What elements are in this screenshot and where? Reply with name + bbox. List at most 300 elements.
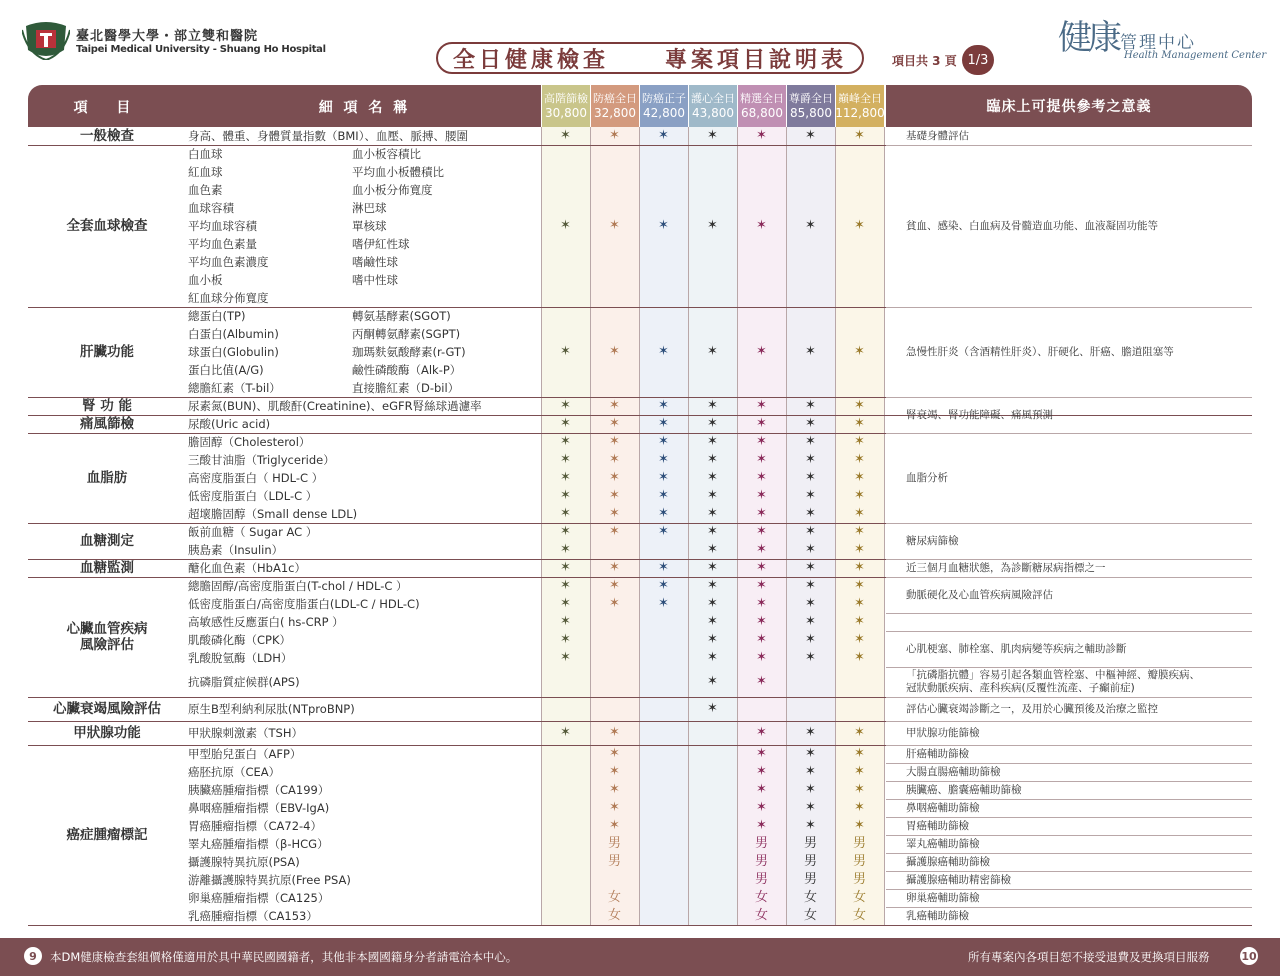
clinical-meaning: 鼻咽癌輔助篩檢: [906, 801, 980, 814]
package-header-0: [542, 85, 590, 127]
included-mark: ✶: [854, 470, 865, 485]
clinical-meaning: 肝癌輔助篩檢: [906, 747, 969, 760]
health-center-logo-big: 健康: [1058, 18, 1118, 58]
included-mark: ✶: [854, 542, 865, 557]
footer-page-left: 9: [24, 947, 42, 965]
detail-item: 鹼性磷酸酶（Alk-P）: [352, 363, 462, 377]
detail-item: 醣化血色素（HbA1c）: [188, 561, 306, 575]
clinical-meaning: 動脈硬化及心血管疾病風險評估: [906, 588, 1053, 601]
female-only-mark: 女: [754, 908, 768, 923]
included-mark: ✶: [756, 782, 767, 797]
included-mark: ✶: [805, 782, 816, 797]
detail-item: 白蛋白(Albumin): [188, 327, 279, 341]
included-mark: ✶: [756, 725, 767, 740]
included-mark: ✶: [854, 560, 865, 575]
package-price: 30,800: [545, 106, 587, 120]
included-mark: ✶: [854, 800, 865, 815]
package-name: 尊爵全日: [789, 92, 833, 105]
included-mark: ✶: [658, 416, 669, 431]
clinical-meaning: 攝護腺癌輔助篩檢: [906, 855, 990, 868]
package-header-1: [591, 85, 639, 127]
included-mark: ✶: [560, 650, 571, 665]
detail-item: 平均血球容積: [188, 219, 257, 233]
detail-item: 轉氨基酵素(SGOT): [352, 309, 451, 323]
clinical-meaning: 腎衰竭、腎功能障礙、痛風預測: [906, 408, 1053, 421]
hospital-logo: [22, 20, 70, 60]
included-mark: ✶: [756, 632, 767, 647]
package-price: 42,800: [643, 106, 685, 120]
included-mark: ✶: [854, 782, 865, 797]
male-only-mark: 男: [852, 854, 866, 869]
package-price: 43,800: [692, 106, 734, 120]
category-label: 甲狀腺功能: [73, 725, 141, 741]
clinical-meaning: 血脂分析: [906, 471, 948, 484]
included-mark: ✶: [756, 614, 767, 629]
clinical-meaning: 近三個月血糖狀態，為診斷糖尿病指標之一: [906, 561, 1106, 574]
footer-note-left: 本DM健康檢查套組價格僅適用於具中華民國國籍者，其他非本國國籍身分者請電洽本中心。: [50, 950, 518, 964]
included-mark: ✶: [756, 434, 767, 449]
included-mark: ✶: [854, 434, 865, 449]
included-mark: ✶: [609, 782, 620, 797]
included-mark: ✶: [854, 578, 865, 593]
category-label: 腎 功 能: [82, 398, 132, 414]
included-mark: ✶: [756, 128, 767, 143]
included-mark: ✶: [707, 578, 718, 593]
category-label: 血糖測定: [80, 533, 134, 549]
included-mark: ✶: [805, 818, 816, 833]
detail-item: 總蛋白(TP): [188, 309, 246, 323]
included-mark: ✶: [560, 434, 571, 449]
included-mark: ✶: [805, 764, 816, 779]
col-detail-header: 細 項 名 稱: [318, 100, 411, 116]
included-mark: ✶: [609, 218, 620, 233]
included-mark: ✶: [658, 344, 669, 359]
included-mark: ✶: [707, 488, 718, 503]
included-mark: ✶: [658, 578, 669, 593]
included-mark: ✶: [805, 470, 816, 485]
detail-item: 總膽固醇/高密度脂蛋白(T-chol / HDL-C ）: [188, 579, 408, 593]
title-left: 全日健康檢查: [452, 47, 609, 73]
detail-item: 單核球: [352, 219, 387, 233]
detail-item: 總膽紅素（T-bil）: [188, 381, 281, 395]
included-mark: ✶: [707, 470, 718, 485]
included-mark: ✶: [805, 614, 816, 629]
included-mark: ✶: [609, 506, 620, 521]
included-mark: ✶: [707, 452, 718, 467]
detail-item: 三酸甘油脂（Triglyceride）: [188, 453, 335, 467]
detail-item: 白血球: [188, 147, 223, 161]
included-mark: ✶: [707, 416, 718, 431]
female-only-mark: 女: [852, 908, 866, 923]
package-price: 112,800: [835, 106, 885, 120]
clinical-meaning: 心肌梗塞、肺栓塞、肌肉病變等疾病之輔助診斷: [906, 642, 1127, 655]
included-mark: ✶: [609, 434, 620, 449]
included-mark: ✶: [854, 746, 865, 761]
included-mark: ✶: [756, 650, 767, 665]
included-mark: ✶: [854, 452, 865, 467]
included-mark: ✶: [805, 398, 816, 413]
included-mark: ✶: [756, 524, 767, 539]
included-mark: ✶: [658, 434, 669, 449]
package-name: 巔峰全日: [838, 92, 882, 105]
detail-item: 睪丸癌腫瘤指標（β-HCG）: [188, 837, 329, 851]
included-mark: ✶: [560, 470, 571, 485]
clinical-meaning: 乳癌輔助篩檢: [906, 909, 969, 922]
clinical-meaning: 卵巢癌輔助篩檢: [906, 891, 980, 904]
included-mark: ✶: [658, 218, 669, 233]
university-name-zh: 臺北醫學大學・部立雙和醫院: [76, 29, 259, 44]
included-mark: ✶: [854, 488, 865, 503]
package-name: 防癌正子: [642, 92, 686, 105]
included-mark: ✶: [609, 452, 620, 467]
included-mark: ✶: [560, 344, 571, 359]
male-only-mark: 男: [607, 854, 621, 869]
included-mark: ✶: [609, 818, 620, 833]
detail-item: 胰臟癌腫瘤指標（CA199）: [188, 783, 330, 797]
male-only-mark: 男: [754, 854, 768, 869]
included-mark: ✶: [609, 488, 620, 503]
detail-item: 抗磷脂質症候群(APS): [188, 675, 300, 689]
detail-item: 血色素: [188, 183, 223, 197]
included-mark: ✶: [609, 578, 620, 593]
male-only-mark: 男: [852, 872, 866, 887]
included-mark: ✶: [707, 650, 718, 665]
included-mark: ✶: [560, 542, 571, 557]
included-mark: ✶: [707, 614, 718, 629]
health-center-logo-small: 管理中心: [1120, 33, 1196, 53]
detail-item: 丙酮轉氨酵素(SGPT): [352, 327, 461, 341]
detail-item: 紅血球: [188, 165, 223, 179]
included-mark: ✶: [805, 506, 816, 521]
detail-item: 低密度脂蛋白（LDL-C ）: [188, 489, 318, 503]
category-divider: [28, 925, 1252, 926]
title-right: 專案項目說明表: [665, 47, 848, 73]
detail-item: 球蛋白(Globulin): [188, 345, 279, 359]
detail-item: 鼻咽癌腫瘤指標（EBV-IgA): [188, 801, 330, 815]
detail-item: 游離攝護腺特異抗原(Free PSA): [188, 873, 351, 887]
included-mark: ✶: [658, 128, 669, 143]
included-mark: ✶: [658, 398, 669, 413]
col-ref-header: 臨床上可提供參考之意義: [886, 85, 1252, 127]
detail-item: 嗜伊紅性球: [352, 237, 410, 251]
included-mark: ✶: [707, 506, 718, 521]
package-name: 防癌全日: [593, 92, 637, 105]
detail-item: 飯前血糖（ Sugar AC ）: [188, 525, 318, 539]
included-mark: ✶: [805, 632, 816, 647]
included-mark: ✶: [854, 218, 865, 233]
included-mark: ✶: [805, 488, 816, 503]
category-label: 肝臟功能: [80, 344, 134, 360]
included-mark: ✶: [805, 128, 816, 143]
category-label: 血脂肪: [86, 470, 128, 486]
detail-item: 平均血色素量: [188, 237, 257, 251]
included-mark: ✶: [756, 452, 767, 467]
package-header-6: [836, 85, 884, 127]
included-mark: ✶: [756, 596, 767, 611]
package-price: 32,800: [594, 106, 636, 120]
included-mark: ✶: [805, 725, 816, 740]
col-item-header: 項 目: [73, 100, 143, 116]
detail-item: 嗜鹼性球: [352, 255, 398, 269]
male-only-mark: 男: [607, 836, 621, 851]
detail-item: 平均血色素濃度: [188, 255, 269, 269]
included-mark: ✶: [854, 764, 865, 779]
included-mark: ✶: [854, 725, 865, 740]
included-mark: ✶: [805, 218, 816, 233]
included-mark: ✶: [609, 560, 620, 575]
detail-item: 高敏感性反應蛋白( hs-CRP ）: [188, 615, 344, 629]
detail-item: 卵巢癌腫瘤指標（CA125）: [188, 891, 330, 905]
included-mark: ✶: [756, 818, 767, 833]
included-mark: ✶: [560, 524, 571, 539]
included-mark: ✶: [707, 596, 718, 611]
page-footer: [0, 938, 1280, 976]
pages-label: 項目共 3 頁: [892, 54, 957, 68]
included-mark: ✶: [609, 470, 620, 485]
male-only-mark: 男: [803, 854, 817, 869]
female-only-mark: 女: [803, 908, 817, 923]
included-mark: ✶: [707, 632, 718, 647]
detail-item: 蛋白比值(A/G): [188, 363, 264, 377]
detail-item: 攝護腺特異抗原(PSA): [188, 855, 300, 869]
included-mark: ✶: [756, 506, 767, 521]
included-mark: ✶: [756, 470, 767, 485]
package-header-2: [640, 85, 688, 127]
table-header-left: [28, 85, 541, 127]
included-mark: ✶: [854, 596, 865, 611]
footer-note-right: 所有專案內各項目恕不接受退費及更換項目服務: [968, 950, 1210, 964]
clinical-meaning: 睪丸癌輔助篩檢: [906, 837, 980, 850]
clinical-meaning: 「抗磷脂抗體」容易引起各類血管栓塞、中樞神經、瓣膜疾病、 冠狀動脈疾病、產科疾病(反覆性流產、子癲前症): [906, 669, 1200, 694]
detail-item: 肌酸磷化酶（CPK）: [188, 633, 292, 647]
detail-item: 甲型胎兒蛋白（AFP）: [188, 747, 302, 761]
included-mark: ✶: [658, 524, 669, 539]
clinical-meaning: 大腸直腸癌輔助篩檢: [906, 765, 1001, 778]
included-mark: ✶: [658, 506, 669, 521]
included-mark: ✶: [560, 416, 571, 431]
detail-item: 低密度脂蛋白/高密度脂蛋白(LDL-C / HDL-C): [188, 597, 420, 611]
detail-item: 平均血小板體積比: [352, 165, 444, 179]
male-only-mark: 男: [803, 872, 817, 887]
included-mark: ✶: [805, 542, 816, 557]
included-mark: ✶: [609, 725, 620, 740]
included-mark: ✶: [756, 488, 767, 503]
category-label: 心臟衰竭風險評估: [53, 701, 161, 717]
package-header-4: [738, 85, 786, 127]
included-mark: ✶: [609, 596, 620, 611]
male-only-mark: 男: [803, 836, 817, 851]
included-mark: ✶: [805, 452, 816, 467]
detail-item: 甲狀腺刺激素（TSH）: [188, 726, 303, 740]
included-mark: ✶: [707, 218, 718, 233]
included-mark: ✶: [805, 434, 816, 449]
female-only-mark: 女: [803, 890, 817, 905]
included-mark: ✶: [805, 416, 816, 431]
included-mark: ✶: [658, 488, 669, 503]
detail-item: 血球容積: [188, 201, 234, 215]
included-mark: ✶: [805, 344, 816, 359]
included-mark: ✶: [756, 764, 767, 779]
clinical-meaning: 甲狀腺功能篩檢: [906, 726, 980, 739]
clinical-meaning: 評估心臟衰竭診斷之一，及用於心臟預後及治療之監控: [906, 702, 1158, 715]
included-mark: ✶: [756, 800, 767, 815]
included-mark: ✶: [707, 674, 718, 689]
page-badge: 1/3: [962, 45, 994, 75]
included-mark: ✶: [707, 560, 718, 575]
health-center-logo-en: Health Management Center: [1124, 50, 1267, 61]
included-mark: ✶: [560, 218, 571, 233]
ref-divider: [886, 613, 1252, 614]
included-mark: ✶: [707, 398, 718, 413]
package-name: 精選全日: [740, 92, 784, 105]
detail-item: 乳癌腫瘤指標（CA153）: [188, 909, 318, 923]
category-label: 血糖監測: [80, 560, 134, 576]
detail-item: 癌胚抗原（CEA）: [188, 765, 281, 779]
female-only-mark: 女: [607, 908, 621, 923]
included-mark: ✶: [560, 578, 571, 593]
detail-item: 淋巴球: [352, 201, 387, 215]
included-mark: ✶: [756, 674, 767, 689]
included-mark: ✶: [854, 524, 865, 539]
detail-item: 血小板: [188, 273, 223, 287]
included-mark: ✶: [854, 614, 865, 629]
package-header-3: [689, 85, 737, 127]
included-mark: ✶: [560, 128, 571, 143]
included-mark: ✶: [756, 560, 767, 575]
clinical-meaning: 胃癌輔助篩檢: [906, 819, 969, 832]
category-label: 癌症腫瘤標記: [66, 827, 148, 843]
page-title: [436, 42, 864, 74]
included-mark: ✶: [756, 218, 767, 233]
included-mark: ✶: [707, 701, 718, 716]
included-mark: ✶: [560, 488, 571, 503]
included-mark: ✶: [609, 416, 620, 431]
detail-item: 身高、體重、身體質量指數（BMI）、血壓、脈搏、腰圍: [188, 129, 468, 143]
included-mark: ✶: [609, 800, 620, 815]
detail-item: 胰島素（Insulin）: [188, 543, 284, 557]
package-name: 高階篩檢: [544, 92, 588, 105]
included-mark: ✶: [854, 398, 865, 413]
male-only-mark: 男: [754, 836, 768, 851]
included-mark: ✶: [854, 818, 865, 833]
included-mark: ✶: [707, 344, 718, 359]
included-mark: ✶: [707, 128, 718, 143]
included-mark: ✶: [658, 452, 669, 467]
detail-item: 尿酸(Uric acid): [188, 417, 271, 431]
included-mark: ✶: [560, 725, 571, 740]
column-divider: [884, 127, 885, 925]
detail-item: 尿素氮(BUN)、肌酸酐(Creatinine)、eGFR腎絲球過濾率: [188, 399, 482, 413]
included-mark: ✶: [756, 398, 767, 413]
footer-page-right: 10: [1240, 947, 1258, 965]
category-label: 全套血球檢查: [66, 218, 148, 234]
included-mark: ✶: [560, 596, 571, 611]
detail-item: 膽固醇（Cholesterol）: [188, 435, 311, 449]
detail-item: 原生B型利納利尿肽(NTproBNP): [188, 702, 355, 716]
female-only-mark: 女: [754, 890, 768, 905]
included-mark: ✶: [560, 614, 571, 629]
included-mark: ✶: [854, 632, 865, 647]
included-mark: ✶: [756, 542, 767, 557]
included-mark: ✶: [805, 800, 816, 815]
included-mark: ✶: [756, 578, 767, 593]
included-mark: ✶: [805, 596, 816, 611]
included-mark: ✶: [658, 596, 669, 611]
clinical-meaning: 胰臟癌、膽囊癌輔助篩檢: [906, 783, 1022, 796]
included-mark: ✶: [756, 344, 767, 359]
detail-item: 嗜中性球: [352, 273, 398, 287]
included-mark: ✶: [658, 560, 669, 575]
package-price: 68,800: [741, 106, 783, 120]
included-mark: ✶: [560, 452, 571, 467]
male-only-mark: 男: [754, 872, 768, 887]
included-mark: ✶: [560, 560, 571, 575]
included-mark: ✶: [609, 746, 620, 761]
male-only-mark: 男: [852, 836, 866, 851]
included-mark: ✶: [854, 416, 865, 431]
female-only-mark: 女: [852, 890, 866, 905]
included-mark: ✶: [854, 344, 865, 359]
included-mark: ✶: [756, 746, 767, 761]
detail-item: 血小板分佈寬度: [352, 183, 433, 197]
included-mark: ✶: [560, 632, 571, 647]
included-mark: ✶: [609, 398, 620, 413]
included-mark: ✶: [609, 128, 620, 143]
included-mark: ✶: [854, 128, 865, 143]
university-name-en: Taipei Medical University - Shuang Ho Hospital: [76, 44, 326, 55]
category-label: 痛風篩檢: [80, 416, 134, 432]
clinical-meaning: 基礎身體評估: [906, 129, 969, 142]
package-header-5: [787, 85, 835, 127]
detail-item: 超壞膽固醇（Small dense LDL): [188, 507, 358, 521]
included-mark: ✶: [707, 434, 718, 449]
included-mark: ✶: [609, 524, 620, 539]
detail-item: 高密度脂蛋白（ HDL-C ）: [188, 471, 324, 485]
clinical-meaning: 攝護腺癌輔助精密篩檢: [906, 873, 1011, 886]
page-header: [0, 0, 1280, 84]
detail-item: 乳酸脫氫酶（LDH）: [188, 651, 293, 665]
included-mark: ✶: [707, 542, 718, 557]
included-mark: ✶: [609, 764, 620, 779]
detail-item: 珈瑪麩氨酸酵素(r-GT): [352, 345, 466, 359]
detail-item: 血小板容積比: [352, 147, 421, 161]
included-mark: ✶: [805, 746, 816, 761]
package-name: 護心全日: [691, 92, 735, 105]
detail-item: 直接膽紅素（D-bil）: [352, 381, 460, 395]
included-mark: ✶: [560, 506, 571, 521]
clinical-meaning: 貧血、感染、白血病及骨髓造血功能、血液凝固功能等: [906, 219, 1158, 232]
included-mark: ✶: [854, 650, 865, 665]
detail-item: 紅血球分佈寬度: [188, 291, 269, 305]
included-mark: ✶: [707, 524, 718, 539]
included-mark: ✶: [805, 560, 816, 575]
included-mark: ✶: [658, 470, 669, 485]
clinical-meaning: 糖尿病篩檢: [906, 534, 959, 547]
included-mark: ✶: [805, 650, 816, 665]
included-mark: ✶: [805, 524, 816, 539]
included-mark: ✶: [609, 344, 620, 359]
included-mark: ✶: [756, 416, 767, 431]
category-label: 一般檢查: [80, 128, 134, 144]
included-mark: ✶: [805, 578, 816, 593]
detail-item: 胃癌腫瘤指標（CA72-4）: [188, 819, 322, 833]
clinical-meaning: 急慢性肝炎（含酒精性肝炎）、肝硬化、肝癌、膽道阻塞等: [906, 345, 1174, 358]
female-only-mark: 女: [607, 890, 621, 905]
package-price: 85,800: [790, 106, 832, 120]
included-mark: ✶: [854, 506, 865, 521]
category-label: 心臟血管疾病 風險評估: [66, 621, 148, 653]
included-mark: ✶: [560, 398, 571, 413]
